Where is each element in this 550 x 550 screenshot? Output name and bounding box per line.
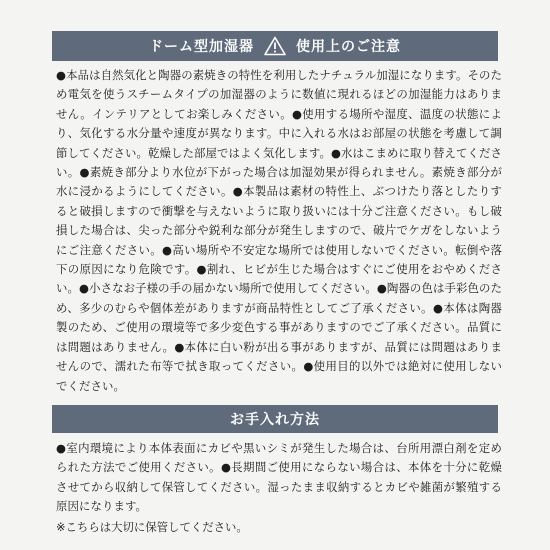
storage-note: ※こちらは大切に保管してください。 (56, 520, 248, 534)
care-section-header (52, 405, 498, 433)
care-instructions-text: ●室内環境により本体表面にカビや黒いシミが発生した場合は、台所用漂白剤を定められた方法でご使用ください。●長期間ご使用にならない場合は、本体を十分に乾燥させてから収納して保管してください。湿ったまま収納するとカビや雑菌が繁殖する原因になります。 (56, 441, 502, 514)
precautions-text: ●本品は自然気化と陶器の素焼きの特性を利用したナチュラル加湿になります。そのため電気を使うスチームタイプの加湿器のように数値に現れるほどの加湿能力はありません。インテリアとしてお楽しみください。●使用する場所や湿度、温度の状態により、気化する水分量や速度が異なります。中に入れる水はお部屋の状態を考慮して調節してください。乾燥した部屋ではよく気化します。●水はこまめに取り替えてください。●素焼き部分より水位が下がった場合は加湿効果が得られません。素焼き部分が水に浸かるようにしてください。●本製品は素材の特性上、ぶつけたり落としたりすると破損しますので衝撃を与えないように取り扱いには十分ご注意ください。もし破損した場合は、尖った部分や鋭利な部分が発生しますので、破片でケガをしないようにご注意ください。●高い場所や不安定な場所では使用しないでください。転倒や落下の原因になり危険です。●割れ、ヒビが生じた場合はすぐにご使用をおやめください。●小さなお子様の手の届かない場所で使用してください。●陶器の色は手彩色のため、多少のむらや個体差がありますが商品特性としてご了承ください。●本体は陶器製のため、ご使用の環境等で多少変色する事がありますのでご了承ください。品質には問題はありません。●本体に白い粉が出る事がありますが、品質には問題はありませんので、濡れた布等で拭き取ってください。●使用目的以外では絶対に使用しないでください。 (56, 68, 502, 393)
warning-triangle-icon (264, 36, 286, 56)
care-section-title: お手入れ方法 (230, 412, 320, 428)
header-title-precautions: 使用上のご注意 (296, 39, 401, 55)
usage-precautions-header (52, 31, 498, 61)
header-title-product: ドーム型加湿器 (149, 39, 254, 55)
